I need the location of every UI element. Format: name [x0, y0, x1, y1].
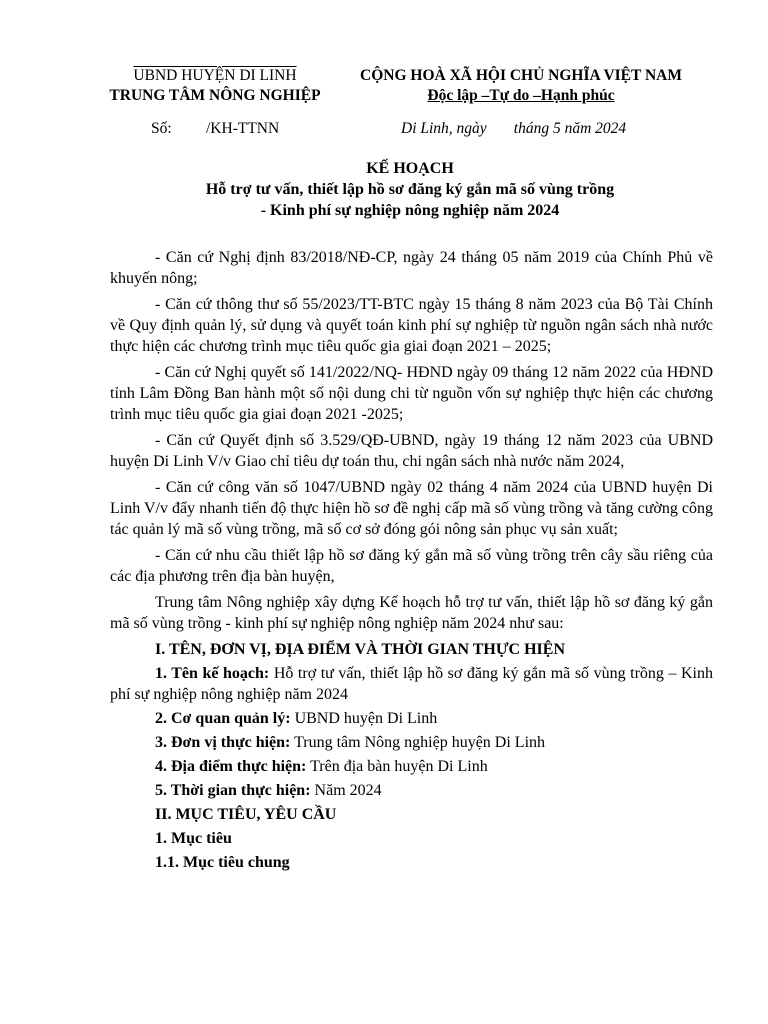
- issuing-unit: TRUNG TÂM NÔNG NGHIỆP: [109, 87, 321, 104]
- item-label: 5. Thời gian thực hiện:: [155, 782, 311, 799]
- section-1-item: [110, 780, 713, 801]
- section-2-heading: II. MỤC TIÊU, YÊU CẦU: [155, 806, 337, 823]
- document-body: [110, 247, 713, 876]
- legal-basis-item: - Căn cứ nhu cầu thiết lập hồ sơ đăng ký gắn mã số vùng trồng trên cây sầu riêng của các địa phương trên địa bàn huyện,: [110, 547, 713, 585]
- title-line-2: Hỗ trợ tư vấn, thiết lập hồ sơ đăng ký gắn mã số vùng trồng: [205, 181, 615, 198]
- intro-paragraph: Trung tâm Nông nghiệp xây dựng Kế hoạch hỗ trợ tư vấn, thiết lập hồ sơ đăng ký gắn mã số vùng trồng - kinh phí sự nghiệp nông nghiệp năm 2024 như sau:: [110, 594, 713, 632]
- issuing-agency-block: [90, 66, 340, 106]
- item-label: 2. Cơ quan quản lý:: [155, 710, 291, 727]
- national-motto: Độc lập –Tự do –Hạnh phúc: [427, 87, 615, 104]
- item-label: 4. Địa điểm thực hiện:: [155, 758, 307, 775]
- section-1-item: [110, 708, 713, 729]
- subsection-heading: 1. Mục tiêu: [155, 830, 232, 847]
- section-1-item: [110, 732, 713, 753]
- parent-agency: UBND HUYỆN DI LINH: [133, 67, 297, 84]
- subsection-heading: 1.1. Mục tiêu chung: [155, 854, 290, 871]
- item-label: 3. Đơn vị thực hiện:: [155, 734, 291, 751]
- section-1-item: [110, 756, 713, 777]
- document-number-code: /KH-TTNN: [206, 120, 280, 137]
- section-1-heading: I. TÊN, ĐƠN VỊ, ĐỊA ĐIỂM VÀ THỜI GIAN THỰC HIỆN: [155, 641, 566, 658]
- national-header-block: [338, 66, 704, 106]
- item-label: 1. Tên kế hoạch:: [155, 665, 270, 682]
- document-number-label: Số:: [151, 120, 172, 137]
- section-1-item: [110, 663, 713, 705]
- item-value: Trên địa bàn huyện Di Linh: [306, 758, 488, 775]
- title-line-3: - Kinh phí sự nghiệp nông nghiệp năm 2024: [260, 202, 560, 219]
- legal-basis-item: - Căn cứ Quyết định số 3.529/QĐ-UBND, ngày 19 tháng 12 năm 2023 của UBND huyện Di Linh V/v Giao chỉ tiêu dự toán thu, chi ngân sách nhà nước năm 2024,: [110, 432, 713, 470]
- item-value: Hỗ trợ tư vấn, thiết lập hồ sơ đăng ký gắn mã số vùng trồng – Kinh phí sự nghiệp nông nghiệp năm 2024: [110, 665, 714, 703]
- item-value: Trung tâm Nông nghiệp huyện Di Linh: [290, 734, 546, 751]
- legal-basis-item: - Căn cứ thông thư số 55/2023/TT-BTC ngày 15 tháng 8 năm 2023 của Bộ Tài Chính về Quy định quản lý, sử dụng và quyết toán kinh phí sự nghiệp từ nguồn ngân sách nhà nước thực hiện các chương trình mục tiêu quốc gia giai đoạn 2021 – 2025;: [110, 296, 713, 355]
- item-value: Năm 2024: [310, 782, 382, 799]
- item-value: UBND huyện Di Linh: [290, 710, 438, 727]
- legal-basis-item: - Căn cứ Nghị định 83/2018/NĐ-CP, ngày 24 tháng 05 năm 2019 của Chính Phủ về khuyến nông;: [110, 249, 713, 287]
- legal-basis-item: - Căn cứ Nghị quyết số 141/2022/NQ- HĐND ngày 09 tháng 12 năm 2022 của HĐND tỉnh Lâm Đồng Ban hành một số nội dung chi từ nguồn vốn sự nghiệp thực hiện các chương trình mục tiêu quốc gia giai đoạn 2021 -2025;: [110, 364, 713, 423]
- document-title: [110, 158, 710, 221]
- place-and-date: Di Linh, ngày tháng 5 năm 2024: [401, 120, 627, 137]
- legal-basis-item: - Căn cứ công văn số 1047/UBND ngày 02 tháng 4 năm 2024 của UBND huyện Di Linh V/v đẩy nhanh tiến độ thực hiện hồ sơ đề nghị cấp mã số vùng trồng và tăng cường công tác quản lý mã số vùng trồng, mã số cơ sở đóng gói nông sản phục vụ sản xuất;: [110, 479, 713, 538]
- national-title: CỘNG HOÀ XÃ HỘI CHỦ NGHĨA VIỆT NAM: [360, 67, 682, 84]
- title-line-1: KẾ HOẠCH: [366, 160, 454, 177]
